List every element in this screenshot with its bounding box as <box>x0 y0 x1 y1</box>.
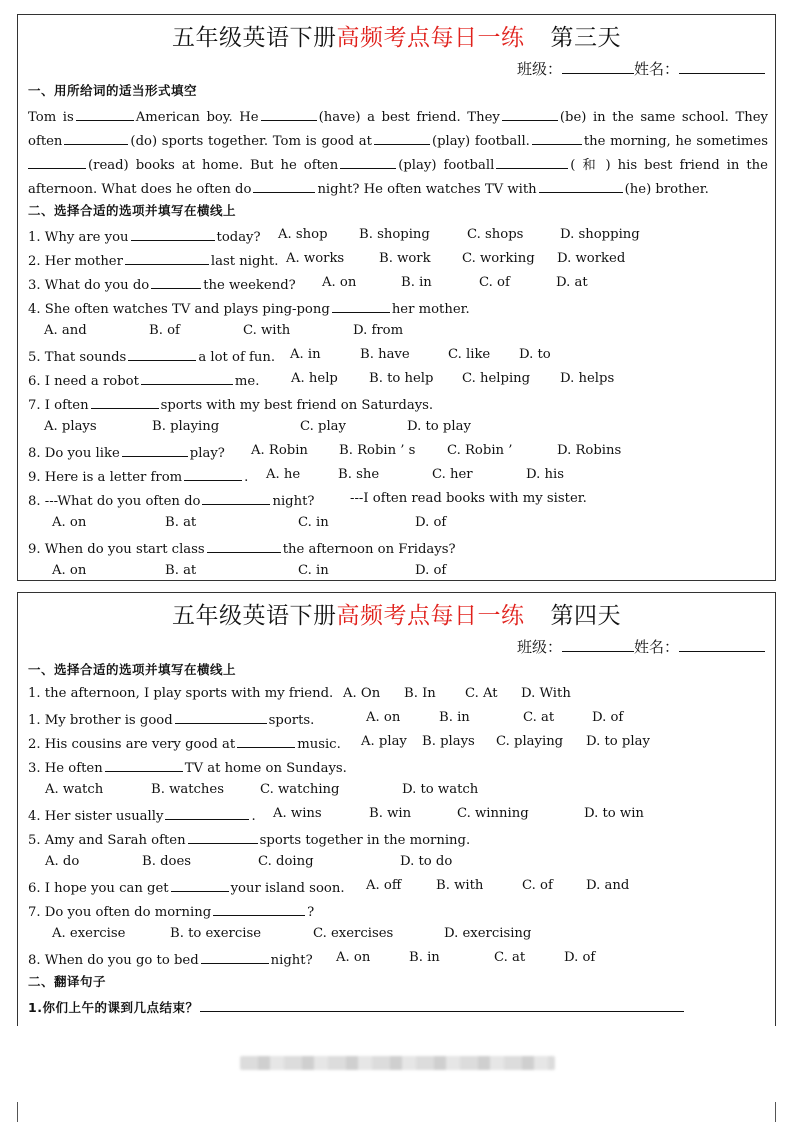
option-a[interactable]: A. on <box>366 710 401 725</box>
question-9 <box>28 467 768 486</box>
class-name-line <box>517 58 765 79</box>
option-a[interactable]: A. Robin <box>251 443 308 458</box>
option-d[interactable]: D. to play <box>586 734 650 749</box>
text: (he) brother. <box>624 182 709 197</box>
question-text: 4. Her sister usually <box>28 809 164 824</box>
option-b[interactable]: B. playing <box>152 419 220 434</box>
answer-blank[interactable] <box>64 131 128 145</box>
passage-line-3 <box>28 155 768 174</box>
option-d[interactable]: D. to <box>519 347 551 362</box>
question-text: night? <box>272 494 315 509</box>
question-text: 7. I often <box>28 398 89 413</box>
option-d[interactable]: D. exercising <box>444 926 532 941</box>
text: often <box>28 134 63 149</box>
option-b[interactable]: B. plays <box>422 734 475 749</box>
passage-line-4 <box>28 179 709 198</box>
question-text: sports together in the morning. <box>259 833 471 848</box>
question-text: 9. Here is a letter from <box>28 470 183 485</box>
answer-blank[interactable] <box>539 179 623 193</box>
question-text: play? <box>189 446 225 461</box>
question-text: 1. Why are you <box>28 230 129 245</box>
question-10 <box>28 491 768 510</box>
option-c[interactable]: C. with <box>243 323 291 338</box>
question-text: the afternoon on Fridays? <box>282 542 456 557</box>
option-d[interactable]: D. at <box>556 275 588 290</box>
question-text: 2. His cousins are very good at <box>28 737 236 752</box>
option-d[interactable]: D. his <box>526 467 564 482</box>
option-b[interactable]: B. at <box>165 563 197 578</box>
question-text: music. <box>297 737 341 752</box>
text: (read) books at home. But he often <box>88 158 339 173</box>
answer-text: ---I often read books with my sister. <box>350 491 587 506</box>
option-c[interactable]: C. at <box>523 710 555 725</box>
page-edge-left <box>17 1102 18 1122</box>
class-label: 班级： <box>516 638 562 656</box>
option-c[interactable]: C. At <box>465 686 498 701</box>
question-text: the weekend? <box>203 278 296 293</box>
question-5 <box>28 347 768 366</box>
question-text: her mother. <box>391 302 470 317</box>
answer-blank[interactable] <box>171 878 229 892</box>
option-b[interactable]: B. she <box>338 467 380 482</box>
answer-blank[interactable] <box>151 275 201 289</box>
question-text: 9. When do you start class <box>28 542 205 557</box>
name-label: 姓名： <box>633 60 679 78</box>
question-text: 3. He often <box>28 761 103 776</box>
option-c[interactable]: C. doing <box>258 854 314 869</box>
text: (play) football. <box>431 134 530 149</box>
class-name-line <box>517 636 765 657</box>
question-3 <box>28 275 768 294</box>
question-5 <box>28 830 768 849</box>
question-text: 1. My brother is good <box>28 713 173 728</box>
title-highlight: 高频考点每日一练 <box>336 25 525 51</box>
option-b[interactable]: B. with <box>436 878 484 893</box>
question-text: 1. the afternoon, I play sports with my friend. <box>28 686 334 701</box>
answer-blank[interactable] <box>202 491 270 505</box>
question-text: sports with my best friend on Saturdays. <box>160 398 434 413</box>
question-1 <box>28 227 768 246</box>
text: ( 和 ) his best friend in the <box>570 158 768 173</box>
answer-blank[interactable] <box>201 950 269 964</box>
option-c[interactable]: C. watching <box>260 782 340 797</box>
option-b[interactable]: B. have <box>360 347 410 362</box>
question-1 <box>28 710 768 729</box>
question-text: . <box>244 470 249 485</box>
text: (be) in the same school. They <box>559 110 768 125</box>
answer-blank[interactable] <box>502 107 558 121</box>
answer-blank[interactable] <box>76 107 134 121</box>
title-grade: 五年级英语下册 <box>172 25 337 51</box>
title-day: 第四天 <box>550 603 621 629</box>
option-a[interactable]: A. he <box>266 467 301 482</box>
question-2 <box>28 734 768 753</box>
option-b[interactable]: B. to exercise <box>170 926 262 941</box>
answer-blank[interactable] <box>141 371 233 385</box>
question-text: TV at home on Sundays. <box>184 761 347 776</box>
option-c[interactable]: C. playing <box>496 734 564 749</box>
option-a[interactable]: A. works <box>286 251 345 266</box>
question-text: sports. <box>268 713 315 728</box>
question-4 <box>28 806 768 825</box>
text: (play) football <box>398 158 495 173</box>
option-d[interactable]: D. With <box>521 686 571 701</box>
worksheet-day-4 <box>17 592 776 1026</box>
answer-blank[interactable] <box>237 734 295 748</box>
question-4 <box>28 299 768 318</box>
option-d[interactable]: D. to do <box>400 854 453 869</box>
option-d[interactable]: D. of <box>564 950 596 965</box>
option-d[interactable]: D. of <box>415 563 447 578</box>
option-d[interactable]: D. Robins <box>557 443 622 458</box>
name-label: 姓名： <box>633 638 679 656</box>
question-text: me. <box>234 374 260 389</box>
option-d[interactable]: D. worked <box>557 251 626 266</box>
option-c[interactable]: C. helping <box>462 371 531 386</box>
option-a[interactable]: A. watch <box>45 782 104 797</box>
translation-1 <box>28 998 768 1017</box>
option-c[interactable]: C. her <box>432 467 473 482</box>
option-c[interactable]: C. in <box>298 563 329 578</box>
question-7 <box>28 902 768 921</box>
answer-blank[interactable] <box>253 179 315 193</box>
question-text: 5. Amy and Sarah often <box>28 833 186 848</box>
option-a[interactable]: A. on <box>52 515 87 530</box>
question-3 <box>28 758 768 777</box>
answer-blank[interactable] <box>105 758 183 772</box>
question-0 <box>28 686 768 702</box>
answer-blank[interactable] <box>340 155 396 169</box>
option-c[interactable]: C. play <box>300 419 346 434</box>
option-b[interactable]: B. in <box>401 275 432 290</box>
question-text: 8. ---What do you often do <box>28 494 201 509</box>
option-b[interactable]: B. at <box>165 515 197 530</box>
answer-blank[interactable] <box>200 998 684 1012</box>
option-a[interactable]: A. shop <box>278 227 328 242</box>
option-c[interactable]: C. shops <box>467 227 524 242</box>
option-a[interactable]: A. on <box>336 950 371 965</box>
question-text: 4. She often watches TV and plays ping-pong <box>28 302 330 317</box>
question-text: 3. What do you do <box>28 278 150 293</box>
option-b[interactable]: B. win <box>369 806 412 821</box>
option-a[interactable]: A. and <box>44 323 87 338</box>
question-text: 6. I need a robot <box>28 374 139 389</box>
question-text: your island soon. <box>230 881 345 896</box>
option-d[interactable]: D. of <box>592 710 624 725</box>
option-d[interactable]: D. shopping <box>560 227 640 242</box>
question-6 <box>28 371 768 390</box>
partial-text <box>30 1021 210 1026</box>
option-b[interactable]: B. does <box>142 854 192 869</box>
answer-blank[interactable] <box>374 131 430 145</box>
class-label: 班级： <box>516 60 562 78</box>
option-c[interactable]: C. exercises <box>313 926 394 941</box>
answer-blank[interactable] <box>28 155 86 169</box>
question-text: last night. <box>210 254 279 269</box>
cut-off-line <box>28 1021 228 1026</box>
section-heading: 一、用所给词的适当形式填空 <box>28 83 198 98</box>
option-c[interactable]: C. of <box>479 275 510 290</box>
question-6 <box>28 878 768 897</box>
question-8 <box>28 950 768 969</box>
text: afternoon. What does he often do <box>28 182 252 197</box>
answer-blank[interactable] <box>188 830 258 844</box>
section-heading: 一、选择合适的选项并填写在横线上 <box>28 662 237 677</box>
option-a[interactable]: A. On <box>343 686 381 701</box>
section-heading: 二、翻译句子 <box>28 974 107 989</box>
option-b[interactable]: B. Robin ’ s <box>339 443 416 458</box>
page-edge-right <box>775 1102 776 1122</box>
option-a[interactable]: A. do <box>45 854 80 869</box>
worksheet-title <box>18 19 775 52</box>
option-a[interactable]: A. in <box>290 347 321 362</box>
text: American boy. He <box>135 110 259 125</box>
question-text: 8. Do you like <box>28 446 120 461</box>
title-highlight: 高频考点每日一练 <box>336 603 525 629</box>
text: (do) sports together. Tom is good at <box>130 134 372 149</box>
answer-blank[interactable] <box>213 902 305 916</box>
question-8 <box>28 443 768 462</box>
question-7 <box>28 395 768 414</box>
answer-blank[interactable] <box>184 467 242 481</box>
question-text: today? <box>216 230 261 245</box>
option-d[interactable]: D. of <box>415 515 447 530</box>
option-a[interactable]: A. off <box>366 878 402 893</box>
answer-blank[interactable] <box>532 131 582 145</box>
worksheet-day-3 <box>17 14 776 581</box>
question-text: . <box>251 809 256 824</box>
question-text: a lot of fun. <box>198 350 276 365</box>
option-c[interactable]: C. Robin ’ <box>447 443 513 458</box>
option-a[interactable]: A. on <box>52 563 87 578</box>
question-text: 7. Do you often do morning <box>28 905 212 920</box>
worksheet-title <box>18 597 775 630</box>
section-heading: 二、选择合适的选项并填写在横线上 <box>28 203 237 218</box>
question-text: 6. I hope you can get <box>28 881 169 896</box>
option-d[interactable]: D. to play <box>407 419 471 434</box>
title-grade: 五年级英语下册 <box>172 603 337 629</box>
option-c[interactable]: C. of <box>522 878 553 893</box>
option-b[interactable]: B. in <box>409 950 440 965</box>
translation-prompt: 1.你们上午的课到几点结束？ <box>28 1000 199 1015</box>
text: the morning, he sometimes <box>583 134 768 149</box>
option-d[interactable]: D. to watch <box>402 782 479 797</box>
blurred-watermark <box>240 1056 555 1070</box>
option-a[interactable]: A. exercise <box>52 926 126 941</box>
option-b[interactable]: B. of <box>149 323 180 338</box>
option-d[interactable]: D. and <box>586 878 630 893</box>
name-blank[interactable] <box>679 637 765 652</box>
text: Tom is <box>28 110 74 125</box>
text: (have) a best friend. They <box>318 110 500 125</box>
answer-blank[interactable] <box>165 806 249 820</box>
option-a[interactable]: A. plays <box>44 419 97 434</box>
option-c[interactable]: C. at <box>494 950 526 965</box>
option-d[interactable]: D. to win <box>584 806 644 821</box>
name-blank[interactable] <box>679 59 765 74</box>
class-blank[interactable] <box>562 637 634 652</box>
question-text: ? <box>307 905 315 920</box>
passage-line-1 <box>28 107 768 126</box>
answer-blank[interactable] <box>496 155 568 169</box>
option-b[interactable]: B. In <box>404 686 436 701</box>
title-day: 第三天 <box>550 25 621 51</box>
option-a[interactable]: A. help <box>291 371 338 386</box>
option-a[interactable]: A. play <box>361 734 407 749</box>
option-b[interactable]: B. work <box>379 251 431 266</box>
question-2 <box>28 251 768 270</box>
answer-blank[interactable] <box>131 227 215 241</box>
question-text: 8. When do you go to bed <box>28 953 199 968</box>
answer-blank[interactable] <box>125 251 209 265</box>
class-blank[interactable] <box>562 59 634 74</box>
question-text: night? <box>270 953 313 968</box>
option-c[interactable]: C. winning <box>457 806 529 821</box>
passage-line-2 <box>28 131 768 150</box>
option-b[interactable]: B. to help <box>369 371 434 386</box>
option-b[interactable]: B. shoping <box>359 227 430 242</box>
question-text: 2. Her mother <box>28 254 123 269</box>
answer-blank[interactable] <box>207 539 281 553</box>
option-c[interactable]: C. like <box>448 347 491 362</box>
answer-blank[interactable] <box>332 299 390 313</box>
answer-blank[interactable] <box>175 710 267 724</box>
option-c[interactable]: C. in <box>298 515 329 530</box>
text: night? He often watches TV with <box>317 182 537 197</box>
answer-blank[interactable] <box>261 107 317 121</box>
option-d[interactable]: D. helps <box>560 371 615 386</box>
option-a[interactable]: A. wins <box>273 806 322 821</box>
option-a[interactable]: A. on <box>322 275 357 290</box>
option-d[interactable]: D. from <box>353 323 404 338</box>
option-b[interactable]: B. watches <box>151 782 224 797</box>
question-text: 5. That sounds <box>28 350 127 365</box>
question-11 <box>28 539 768 558</box>
answer-blank[interactable] <box>91 395 159 409</box>
answer-blank[interactable] <box>122 443 188 457</box>
option-b[interactable]: B. in <box>439 710 470 725</box>
answer-blank[interactable] <box>128 347 196 361</box>
option-c[interactable]: C. working <box>462 251 535 266</box>
